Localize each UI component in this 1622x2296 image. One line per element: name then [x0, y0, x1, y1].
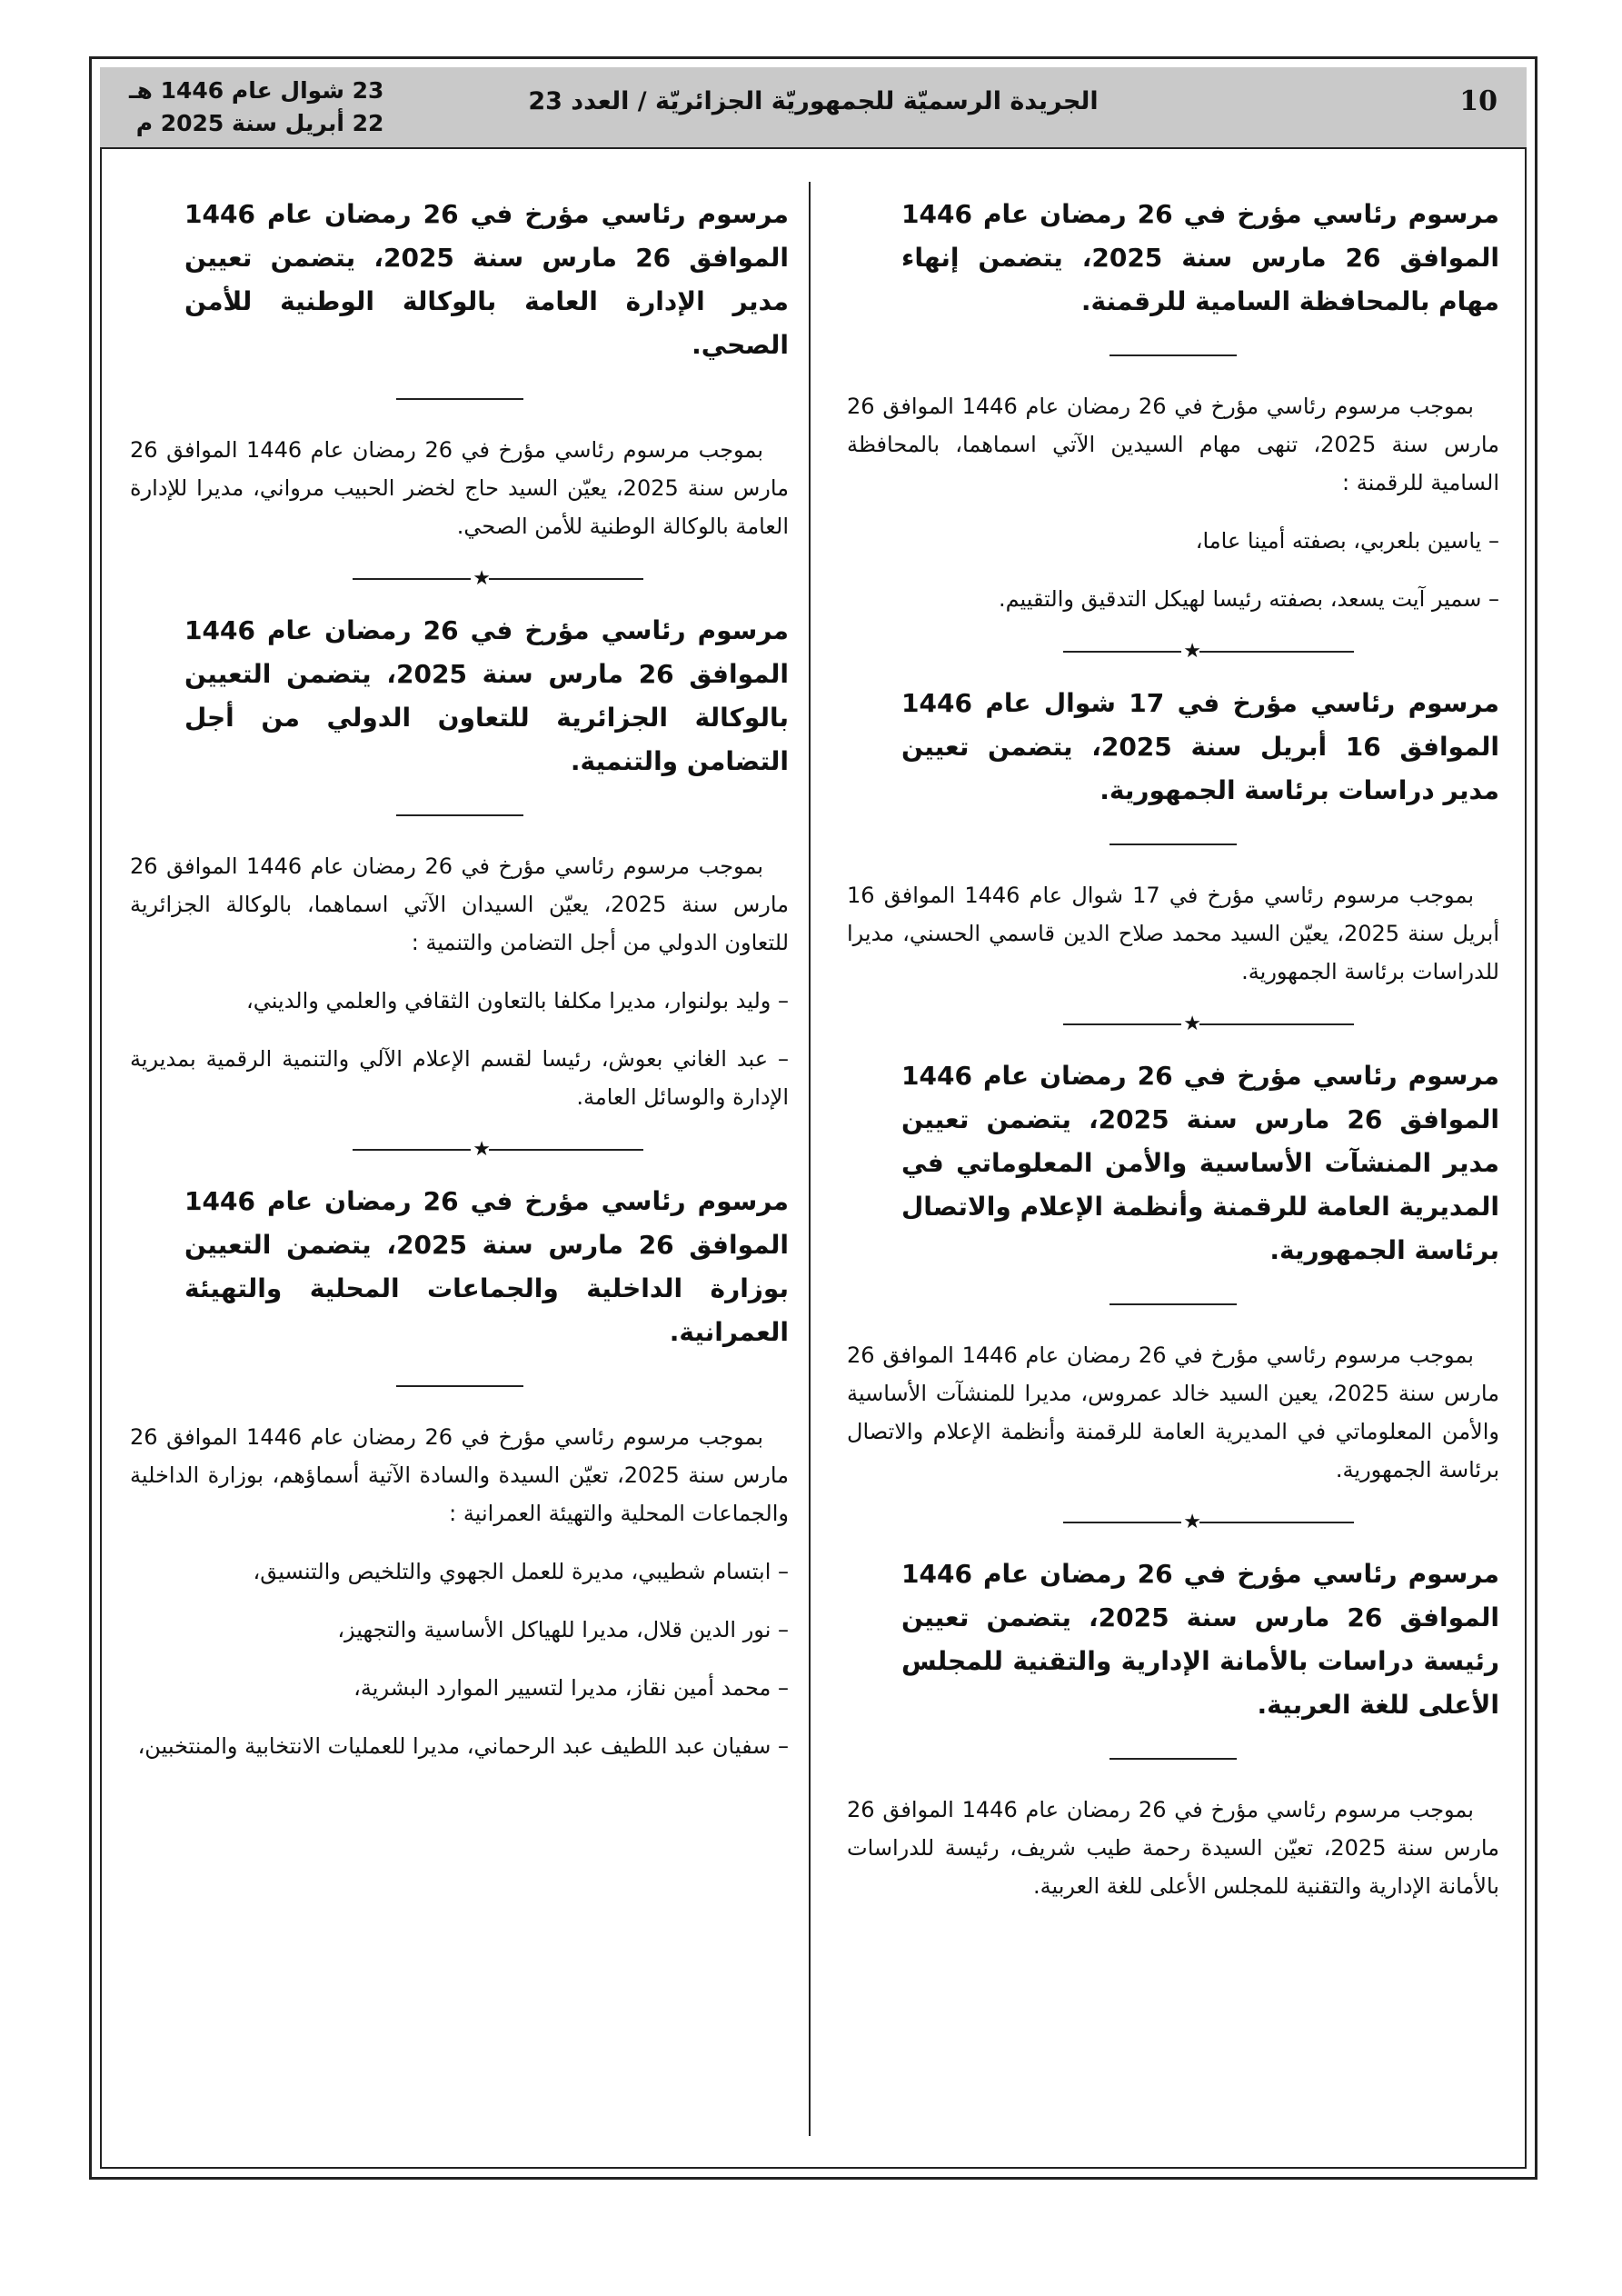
section-separator — [130, 1136, 789, 1163]
list-item: – سمير آيت يسعد، بصفته رئيسا لهيكل التدقيق والتقييم. — [998, 586, 1499, 612]
header-date — [129, 75, 383, 140]
decree-body: بموجب مرسوم رئاسي مؤرخ في 26 رمضان عام 1446 الموافق 26 مارس سنة 2025، يعيّن السيد حاج لخضر الحبيب مرواني، مديرا للإدارة العامة بالوكالة الوطنية للأمن الصحي. — [130, 437, 790, 539]
decree-title: مرسوم رئاسي مؤرخ في 26 رمضان عام 1446 الموافق 26 مارس سنة 2025، يتضمن إنهاء مهام بالمحافظة السامية للرقمنة. — [901, 199, 1500, 316]
section-separator — [847, 1509, 1499, 1536]
decree-body: بموجب مرسوم رئاسي مؤرخ في 26 رمضان عام 1446 الموافق 26 مارس سنة 2025، يعين السيد خالد عمروس، مديرا للمنشآت الأساسية والأمن المعلوماتي في المديرية العامة للرقمنة وأنظمة الإعلام والاتصال برئاسة الجمهورية. — [847, 1343, 1499, 1482]
decree-title: مرسوم رئاسي مؤرخ في 26 رمضان عام 1446 الموافق 26 مارس سنة 2025، يتضمن تعيين رئيسة دراسات بالأمانة الإدارية والتقنية للمجلس الأعلى للغة العربية. — [901, 1559, 1500, 1720]
title-rule — [396, 814, 523, 816]
right-column — [847, 193, 1499, 1905]
decree-appoint-studies-director — [847, 682, 1499, 991]
decree-appoint-health-security-director — [130, 193, 789, 545]
list-item: – محمد أمين نقاز، مديرا لتسيير الموارد البشرية، — [353, 1675, 789, 1701]
list-item: – عبد الغاني بعوش، رئيسا لقسم الإعلام الآلي والتنمية الرقمية بمديرية الإدارة والوسائل العامة. — [130, 1046, 789, 1110]
decree-body: بموجب مرسوم رئاسي مؤرخ في 26 رمضان عام 1446 الموافق 26 مارس سنة 2025، تنهى مهام السيدين الآتي اسماهما، بالمحافظة السامية للرقمنة : — [847, 394, 1499, 495]
star-icon: ★ — [1183, 1511, 1201, 1533]
star-icon: ★ — [473, 1138, 491, 1161]
section-separator — [847, 1011, 1499, 1038]
page-number: 10 — [1459, 85, 1498, 117]
star-icon: ★ — [1183, 1013, 1201, 1035]
title-rule — [396, 398, 523, 400]
decree-ending-duties-digitization — [847, 193, 1499, 618]
decree-body: بموجب مرسوم رئاسي مؤرخ في 26 رمضان عام 1446 الموافق 26 مارس سنة 2025، يعيّن السيدان الآتي اسماهما، بالوكالة الجزائرية للتعاون الدولي من أجل التضامن والتنمية : — [130, 854, 789, 955]
date-gregorian: 22 أبريل سنة 2025 م — [135, 110, 384, 136]
list-item: – وليد بولنوار، مديرا مكلفا بالتعاون الثقافي والعلمي والديني، — [246, 988, 789, 1013]
date-hijri: 23 شوال عام 1446 هـ — [129, 77, 384, 104]
decree-appoint-arabic-council-head — [847, 1552, 1499, 1905]
title-rule — [396, 1385, 523, 1387]
list-item: – سفيان عبد اللطيف عبد الرحماني، مديرا للعمليات الانتخابية والمنتخبين، — [137, 1733, 789, 1759]
column-divider — [809, 182, 811, 2136]
decree-body: بموجب مرسوم رئاسي مؤرخ في 26 رمضان عام 1446 الموافق 26 مارس سنة 2025، تعيّن السيدة والسادة الآتية أسماؤهم، بوزارة الداخلية والجماعات المحلية والتهيئة العمرانية : — [130, 1424, 790, 1526]
list-item: – ابتسام شطيبي، مديرة للعمل الجهوي والتلخيص والتنسيق، — [253, 1559, 789, 1584]
title-rule — [1110, 354, 1237, 356]
decree-body: بموجب مرسوم رئاسي مؤرخ في 17 شوال عام 1446 الموافق 16 أبريل سنة 2025، يعيّن السيد محمد صلاح الدين قاسمي الحسني، مديرا للدراسات برئاسة الجمهورية. — [847, 883, 1499, 984]
decree-body: بموجب مرسوم رئاسي مؤرخ في 26 رمضان عام 1446 الموافق 26 مارس سنة 2025، تعيّن السيدة رحمة طيب شريف، رئيسة للدراسات بالأمانة الإدارية والتقنية للمجلس الأعلى للغة العربية. — [847, 1797, 1500, 1899]
decree-title: مرسوم رئاسي مؤرخ في 26 رمضان عام 1446 الموافق 26 مارس سنة 2025، يتضمن تعيين مدير الإدارة العامة بالوكالة الوطنية للأمن الصحي. — [184, 199, 790, 360]
left-column — [130, 193, 789, 1765]
list-item: – ياسين بلعربي، بصفته أمينا عاما، — [1195, 528, 1499, 554]
star-icon: ★ — [1183, 640, 1201, 663]
decree-appoint-infrastructure-director — [847, 1054, 1499, 1489]
decree-appoint-interior-ministry — [130, 1180, 789, 1765]
title-rule — [1110, 844, 1237, 845]
star-icon: ★ — [473, 567, 491, 590]
decree-title: مرسوم رئاسي مؤرخ في 26 رمضان عام 1446 الموافق 26 مارس سنة 2025، يتضمن تعيين مدير المنشآت الأساسية والأمن المعلوماتي في المديرية العامة للرقمنة وأنظمة الإعلام والاتصال برئاسة الجمهورية. — [901, 1061, 1500, 1265]
decree-title: مرسوم رئاسي مؤرخ في 26 رمضان عام 1446 الموافق 26 مارس سنة 2025، يتضمن التعيين بالوكالة الجزائرية للتعاون الدولي من أجل التضامن والتنمية. — [184, 615, 790, 776]
decree-title: مرسوم رئاسي مؤرخ في 17 شوال عام 1446 الموافق 16 أبريل سنة 2025، يتضمن تعيين مدير دراسات برئاسة الجمهورية. — [901, 688, 1499, 805]
section-separator — [847, 638, 1499, 665]
decree-appoint-cooperation-agency — [130, 609, 789, 1116]
section-separator — [130, 565, 789, 593]
page-header — [100, 67, 1527, 149]
gazette-title: الجريدة الرسميّة للجمهوريّة الجزائريّة / العدد 23 — [528, 87, 1099, 115]
title-rule — [1110, 1758, 1237, 1760]
title-rule — [1110, 1303, 1237, 1305]
list-item: – نور الدين قلال، مديرا للهياكل الأساسية والتجهيز، — [337, 1617, 789, 1642]
decree-title: مرسوم رئاسي مؤرخ في 26 رمضان عام 1446 الموافق 26 مارس سنة 2025، يتضمن التعيين بوزارة الداخلية والجماعات المحلية والتهيئة العمرانية. — [184, 1186, 790, 1347]
